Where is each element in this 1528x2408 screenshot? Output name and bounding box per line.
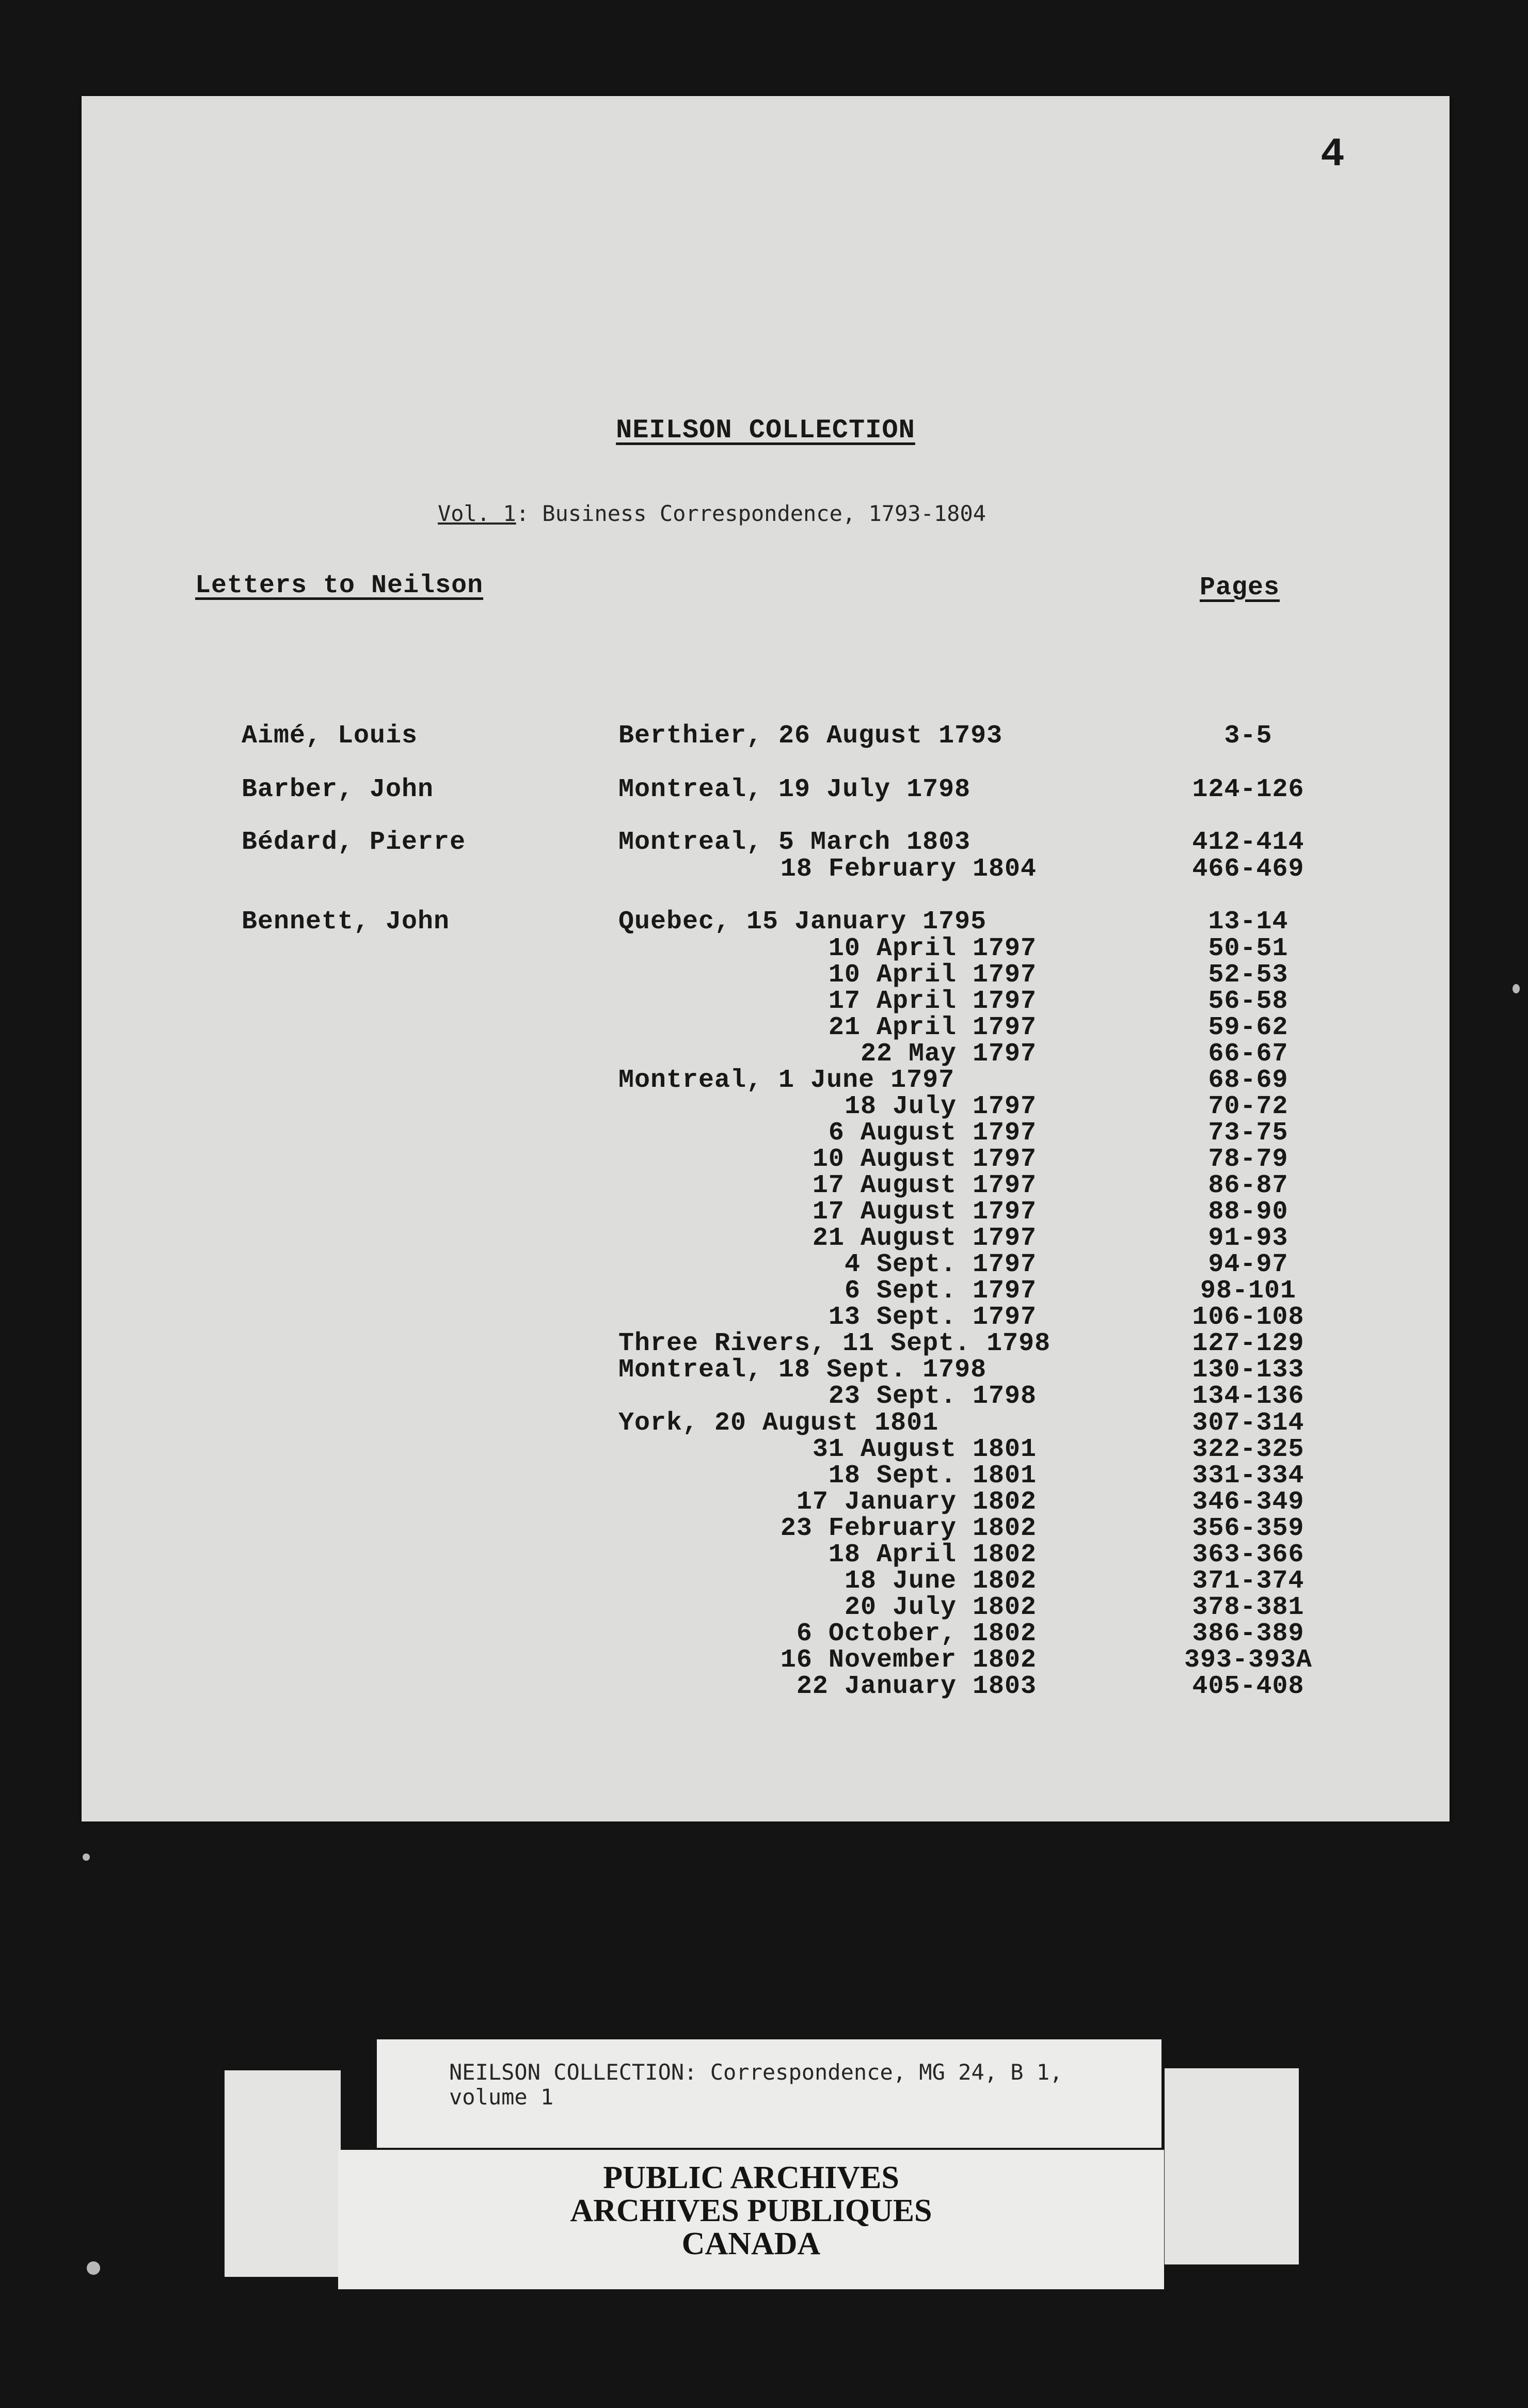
letter-pages: 130-133 xyxy=(1192,1355,1304,1385)
letter-date: 18 April 1802 xyxy=(828,1540,1037,1570)
correspondent-name: Aimé, Louis xyxy=(242,721,418,751)
letter-pages: 88-90 xyxy=(1208,1197,1288,1227)
letter-pages: 346-349 xyxy=(1192,1487,1304,1517)
letter-pages: 73-75 xyxy=(1208,1118,1288,1148)
letter-pages: 322-325 xyxy=(1192,1435,1304,1464)
letter-date: 21 August 1797 xyxy=(812,1224,1037,1253)
letter-pages: 363-366 xyxy=(1192,1540,1304,1570)
reference-line-2: volume 1 xyxy=(449,2084,554,2110)
letter-date: 10 August 1797 xyxy=(812,1145,1037,1174)
letter-pages: 378-381 xyxy=(1192,1593,1304,1622)
letter-pages: 134-136 xyxy=(1192,1382,1304,1411)
letter-date: 13 Sept. 1797 xyxy=(828,1303,1037,1332)
letter-pages: 371-374 xyxy=(1192,1566,1304,1596)
letter-date: 18 July 1797 xyxy=(844,1092,1037,1121)
film-speck xyxy=(83,1853,90,1861)
letter-date: 17 January 1802 xyxy=(796,1487,1037,1517)
volume-line xyxy=(438,501,986,526)
letter-pages: 405-408 xyxy=(1192,1672,1304,1701)
letter-date: 10 April 1797 xyxy=(828,934,1037,963)
letter-date: 10 April 1797 xyxy=(828,960,1037,990)
letter-place-date: Quebec, 15 January 1795 xyxy=(618,907,987,937)
letter-date: 6 October, 1802 xyxy=(796,1619,1037,1649)
collection-title: NEILSON COLLECTION xyxy=(616,415,915,446)
archives-stamp xyxy=(338,2150,1164,2289)
reference-text xyxy=(449,2060,1062,2110)
letter-pages: 70-72 xyxy=(1208,1092,1288,1121)
letter-date: 6 Sept. 1797 xyxy=(844,1276,1037,1306)
letter-place-date: Montreal, 5 March 1803 xyxy=(618,828,971,857)
page-number: 4 xyxy=(1320,132,1345,178)
section-heading: Letters to Neilson xyxy=(195,571,484,600)
letter-place-date: York, 20 August 1801 xyxy=(618,1408,939,1438)
pages-column-heading: Pages xyxy=(1200,573,1280,603)
letter-date: 16 November 1802 xyxy=(780,1645,1037,1675)
letter-pages: 59-62 xyxy=(1208,1013,1288,1042)
letter-pages: 98-101 xyxy=(1200,1276,1297,1306)
archives-line-1: PUBLIC ARCHIVES xyxy=(603,2160,899,2195)
letter-place-date: Montreal, 19 July 1798 xyxy=(618,775,971,804)
volume-label: Vol. 1 xyxy=(438,501,516,526)
letter-pages: 412-414 xyxy=(1192,828,1304,857)
letter-pages: 331-334 xyxy=(1192,1461,1304,1491)
letter-pages: 393-393A xyxy=(1184,1645,1313,1675)
letter-place-date: Montreal, 1 June 1797 xyxy=(618,1066,955,1095)
document-page xyxy=(82,96,1450,1821)
letter-place-date: Berthier, 26 August 1793 xyxy=(618,721,1003,751)
letter-date: 22 January 1803 xyxy=(796,1672,1037,1701)
letter-pages: 68-69 xyxy=(1208,1066,1288,1095)
archives-stamp-text xyxy=(338,2161,1164,2260)
letter-pages: 91-93 xyxy=(1208,1224,1288,1253)
letter-pages: 86-87 xyxy=(1208,1171,1288,1200)
letter-date: 21 April 1797 xyxy=(828,1013,1037,1042)
letter-pages: 307-314 xyxy=(1192,1408,1304,1438)
film-speck xyxy=(1513,984,1520,993)
archives-line-2: ARCHIVES PUBLIQUES xyxy=(570,2193,932,2228)
letter-pages: 3-5 xyxy=(1224,721,1272,751)
letter-pages: 78-79 xyxy=(1208,1145,1288,1174)
correspondent-name: Barber, John xyxy=(242,775,434,804)
letter-place-date: Montreal, 18 Sept. 1798 xyxy=(618,1355,987,1385)
letter-date: 22 May 1797 xyxy=(860,1039,1037,1069)
letter-date: 18 Sept. 1801 xyxy=(828,1461,1037,1491)
label-tab-right xyxy=(1165,2068,1299,2264)
letter-date: 4 Sept. 1797 xyxy=(844,1250,1037,1279)
letter-pages: 386-389 xyxy=(1192,1619,1304,1649)
letter-date: 18 February 1804 xyxy=(780,854,1037,884)
letter-pages: 127-129 xyxy=(1192,1329,1304,1358)
archives-line-3: CANADA xyxy=(681,2226,821,2261)
letter-pages: 466-469 xyxy=(1192,854,1304,884)
letter-date: 6 August 1797 xyxy=(828,1118,1037,1148)
letter-date: 31 August 1801 xyxy=(812,1435,1037,1464)
letter-pages: 52-53 xyxy=(1208,960,1288,990)
correspondent-name: Bédard, Pierre xyxy=(242,828,466,857)
letter-date: 17 April 1797 xyxy=(828,987,1037,1016)
letter-date: 17 August 1797 xyxy=(812,1197,1037,1227)
letter-date: 18 June 1802 xyxy=(844,1566,1037,1596)
letter-pages: 124-126 xyxy=(1192,775,1304,804)
label-tab-left xyxy=(225,2070,341,2277)
reference-label xyxy=(377,2039,1161,2148)
reference-line-1: NEILSON COLLECTION: Correspondence, MG 24, B 1, xyxy=(449,2060,1063,2085)
letter-pages: 356-359 xyxy=(1192,1514,1304,1543)
film-speck xyxy=(87,2261,100,2275)
correspondent-name: Bennett, John xyxy=(242,907,450,937)
letter-pages: 13-14 xyxy=(1208,907,1288,937)
letter-pages: 106-108 xyxy=(1192,1303,1304,1332)
letter-date: 23 Sept. 1798 xyxy=(828,1382,1037,1411)
letter-date: 20 July 1802 xyxy=(844,1593,1037,1622)
letter-pages: 66-67 xyxy=(1208,1039,1288,1069)
letter-place-date: Three Rivers, 11 Sept. 1798 xyxy=(618,1329,1051,1358)
letter-pages: 56-58 xyxy=(1208,987,1288,1016)
letter-pages: 94-97 xyxy=(1208,1250,1288,1279)
letter-pages: 50-51 xyxy=(1208,934,1288,963)
letter-date: 23 February 1802 xyxy=(780,1514,1037,1543)
volume-description: : Business Correspondence, 1793-1804 xyxy=(516,501,986,526)
letter-date: 17 August 1797 xyxy=(812,1171,1037,1200)
